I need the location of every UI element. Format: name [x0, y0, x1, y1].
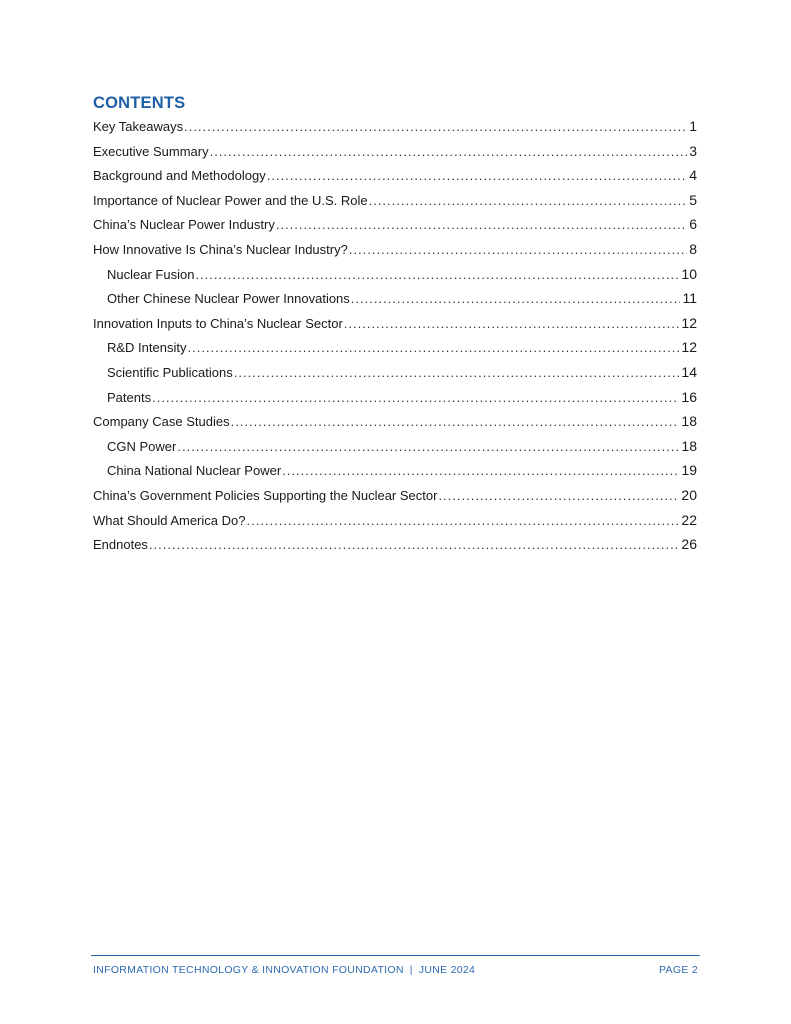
contents-heading: CONTENTS	[93, 94, 186, 112]
toc-entry-title: Executive Summary	[93, 143, 209, 159]
dot-leader	[246, 509, 679, 534]
toc-entry-cgn-power[interactable]	[93, 434, 697, 459]
dot-leader	[351, 287, 681, 312]
toc-entry-page: 8	[689, 240, 697, 257]
toc-entry-title: CGN Power	[107, 438, 177, 454]
dot-leader	[184, 115, 687, 140]
toc-entry-page: 3	[689, 142, 697, 159]
toc-entry-page: 18	[681, 437, 697, 454]
toc-entry-page: 19	[681, 462, 697, 479]
dot-leader	[276, 213, 687, 238]
dot-leader	[344, 312, 680, 337]
toc-entry-page: 14	[681, 363, 697, 380]
toc-entry-patents[interactable]	[93, 385, 697, 410]
dot-leader	[369, 189, 688, 214]
toc-entry-title: Endnotes	[93, 537, 148, 553]
toc-entry-page: 22	[681, 511, 697, 528]
dot-leader	[152, 386, 679, 411]
footer-date: JUNE 2024	[418, 964, 476, 976]
toc-entry-key-takeaways[interactable]	[93, 114, 697, 139]
toc-entry-page: 26	[681, 536, 697, 553]
toc-entry-company-case-studies[interactable]	[93, 409, 697, 434]
toc-entry-title: Key Takeaways	[93, 119, 184, 134]
toc-entry-rd-intensity[interactable]	[93, 335, 697, 360]
toc-entry-endnotes[interactable]	[93, 532, 697, 557]
dot-leader	[149, 533, 679, 558]
toc-entry-title: How Innovative Is China’s Nuclear Industry?	[93, 241, 348, 257]
footer-page-number: PAGE 2	[659, 964, 698, 976]
toc-entry-title: Scientific Publications	[107, 364, 233, 380]
toc-entry-nuclear-fusion[interactable]	[93, 262, 697, 287]
footer-organization: INFORMATION TECHNOLOGY & INNOVATION FOUNDATION	[93, 964, 404, 976]
toc-entry-page: 6	[689, 216, 697, 233]
toc-entry-title: Patents	[107, 389, 152, 405]
toc-entry-page: 1	[689, 118, 697, 134]
dot-leader	[210, 140, 688, 165]
toc-entry-page: 20	[681, 486, 697, 503]
dot-leader	[187, 336, 679, 361]
toc-entry-page: 4	[689, 167, 697, 184]
toc-entry-title: Nuclear Fusion	[107, 266, 195, 282]
toc-entry-title: China’s Nuclear Power Industry	[93, 217, 275, 233]
dot-leader	[195, 263, 679, 288]
dot-leader	[177, 435, 679, 460]
toc-entry-title: Other Chinese Nuclear Power Innovations	[107, 291, 350, 307]
toc-entry-scientific-publications[interactable]	[93, 360, 697, 385]
toc-entry-title: What Should America Do?	[93, 512, 246, 528]
toc-entry-other-innovations[interactable]	[93, 286, 697, 311]
toc-entry-title: R&D Intensity	[107, 340, 187, 356]
toc-entry-importance-of-nuclear-power[interactable]	[93, 188, 697, 213]
toc-entry-page: 10	[681, 265, 697, 282]
toc-entry-how-innovative[interactable]	[93, 237, 697, 262]
toc-entry-page: 5	[689, 191, 697, 208]
toc-entry-china-national-nuclear-power[interactable]	[93, 458, 697, 483]
toc-entry-title: Importance of Nuclear Power and the U.S. Role	[93, 192, 368, 208]
toc-entry-title: China’s Government Policies Supporting the Nuclear Sector	[93, 487, 438, 503]
dot-leader	[267, 164, 687, 189]
table-of-contents	[93, 114, 697, 557]
toc-entry-innovation-inputs[interactable]	[93, 311, 697, 336]
toc-entry-page: 12	[681, 339, 697, 356]
toc-entry-executive-summary[interactable]	[93, 139, 697, 164]
toc-entry-page: 12	[681, 314, 697, 331]
toc-entry-page: 16	[681, 388, 697, 405]
toc-entry-page: 18	[681, 413, 697, 430]
toc-entry-title: China National Nuclear Power	[107, 463, 282, 479]
toc-entry-title: Innovation Inputs to China’s Nuclear Sector	[93, 315, 343, 331]
dot-leader	[349, 238, 687, 263]
toc-entry-chinas-nuclear-power-industry[interactable]	[93, 212, 697, 237]
dot-leader	[231, 410, 680, 435]
dot-leader	[234, 361, 680, 386]
toc-entry-background-and-methodology[interactable]	[93, 163, 697, 188]
dot-leader	[438, 484, 679, 509]
footer-separator: |	[409, 964, 413, 976]
footer-divider	[91, 955, 700, 956]
toc-entry-what-should-america-do[interactable]	[93, 508, 697, 533]
toc-entry-page: 11	[682, 290, 697, 307]
dot-leader	[282, 459, 679, 484]
toc-entry-title: Background and Methodology	[93, 168, 266, 184]
toc-entry-government-policies[interactable]	[93, 483, 697, 508]
toc-entry-title: Company Case Studies	[93, 414, 230, 430]
footer-organization-line	[93, 964, 475, 976]
